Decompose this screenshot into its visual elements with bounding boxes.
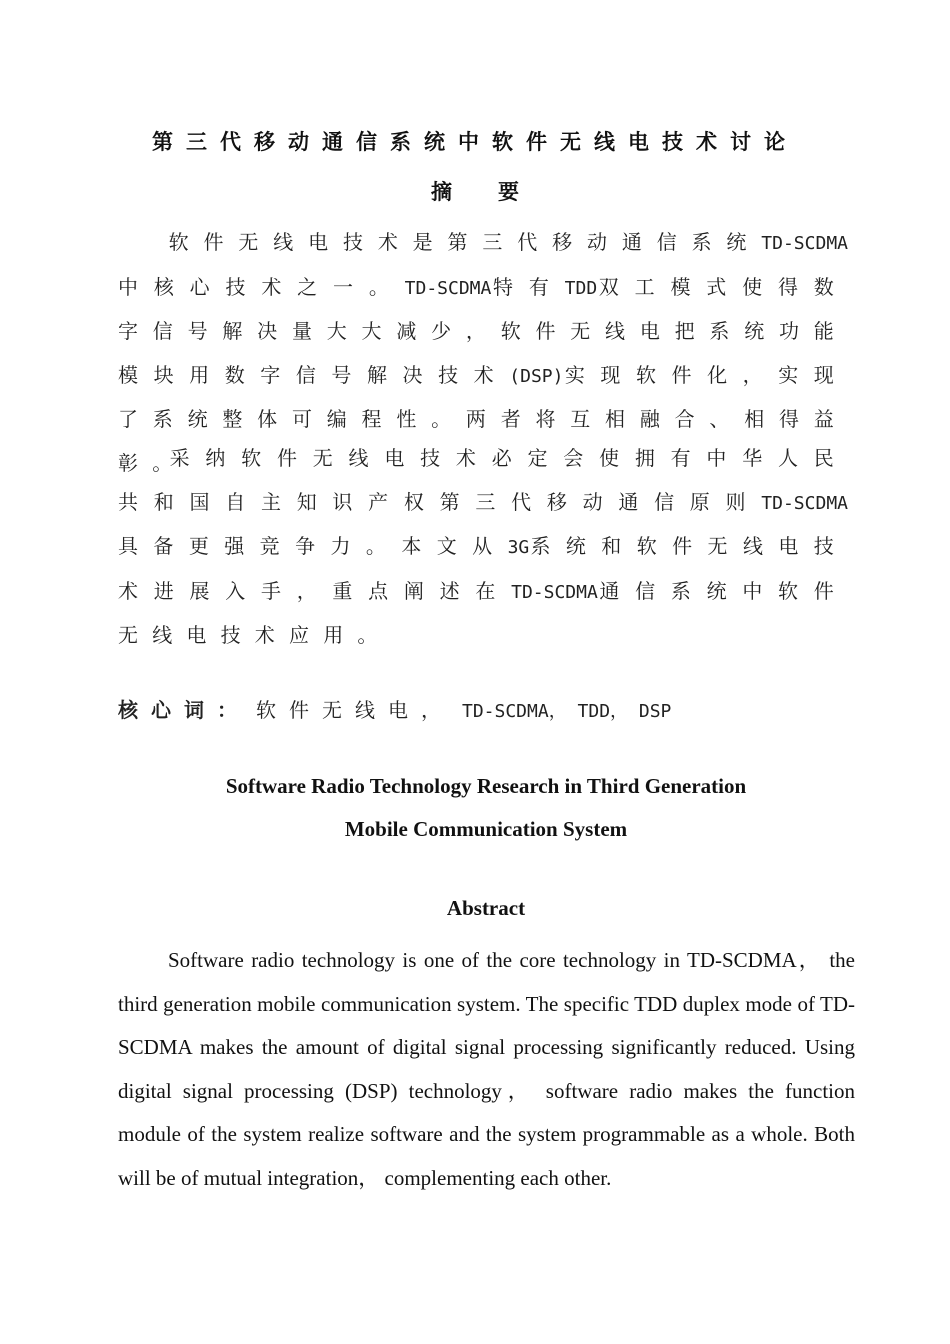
english-title-line-1: Software Radio Technology Research in Third Generation (225, 774, 747, 798)
cn-p1-term-tdscdma: TD-SCDMA (761, 233, 848, 254)
cn-p2-term-tdscdma-2: TD-SCDMA (511, 581, 598, 603)
chinese-abstract-paragraph-2 (118, 437, 848, 658)
english-title-line-2: Mobile Communication System (344, 817, 628, 841)
cn-p2-term-tdscdma: TD-SCDMA (761, 492, 848, 514)
cn-p2-text-e: 系统和软件无线电技术进展入手，重点阐述在 (118, 534, 848, 603)
cn-p1-term-dsp: (DSP) (509, 365, 564, 387)
english-abstract-text: Software radio technology is one of the core technology in TD-SCDMA， the third generation mobile communication system. The specific TDD duplex mode of TD-SCDMA makes the amount of digital signal processing significantly reduced. Using digital signal processing (DSP) technology， software radio makes the function module of the system realize software and the system programmable as a whole. Both will be of mutual integration， complementing each other. (118, 948, 855, 1190)
cn-p2-text-c: 具备更强竞争力。本文从 (118, 534, 508, 559)
cn-p2-text-g: 通信系统中软件无线电技术应用。 (118, 578, 848, 648)
cn-p1-term-tdd: TDD (564, 277, 598, 299)
cn-p1-text-c: 中核心技术之一。 (118, 274, 405, 299)
keywords-label: 核心词： (118, 698, 250, 722)
cn-p2-text-a: 采纳软件无线电技术必定会使拥有中华人民共和国自主知识产权第三代移动通信原则 (118, 446, 848, 514)
cn-p1-text-a: 软件无线电技术是第三代移动通信系统 (168, 230, 762, 254)
english-abstract-heading: Abstract (446, 896, 526, 920)
chinese-keywords (118, 692, 671, 730)
keywords-tail: TD-SCDMA， TDD， DSP (462, 701, 672, 722)
english-abstract-paragraph (118, 939, 855, 1201)
chinese-title: 第三代移动通信系统中软件无线电技术讨论 (152, 130, 798, 154)
cn-p1-text-g: 双工模式使得数字信号解决量大大减少，软件无线电把系统功能模块用数字信号解决技术 (118, 274, 848, 387)
cn-p1-text-i: 实现软件化，实现了系统整体可编程性。两者将互相融合、相得益彰。 (118, 362, 849, 475)
cn-p1-text-e: 特有 (491, 274, 565, 299)
chinese-abstract-heading: 摘要 (431, 180, 565, 204)
cn-p1-term-tdscdma-2: TD-SCDMA (404, 277, 492, 299)
cn-p2-term-3g: 3G (507, 537, 530, 559)
keywords-value: 软件无线电， (256, 698, 454, 722)
